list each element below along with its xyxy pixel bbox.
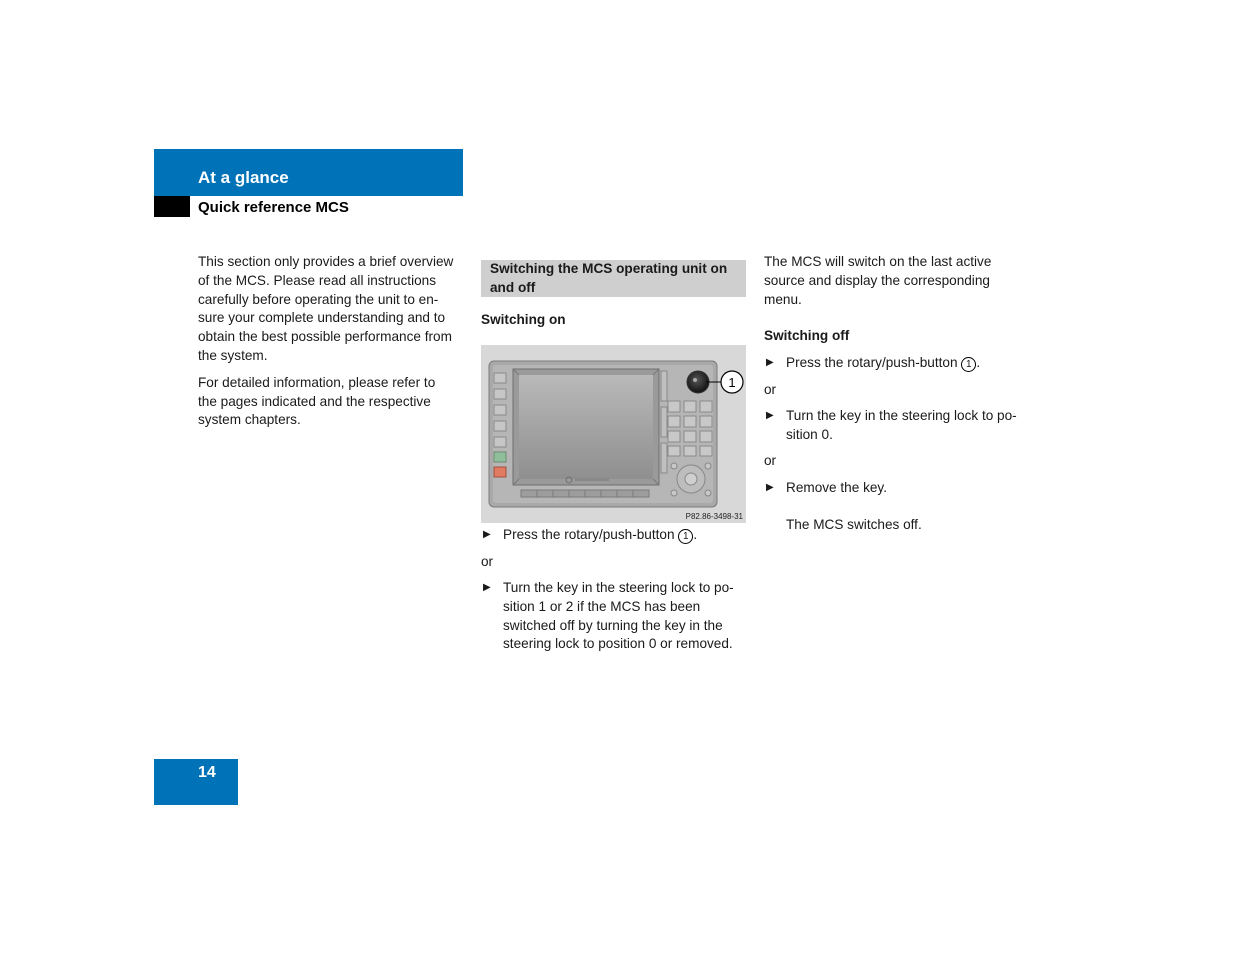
bullet-arrow-icon: ▶ xyxy=(766,357,774,368)
bullet-arrow-icon: ▶ xyxy=(766,482,774,493)
intro-paragraph-2 xyxy=(198,374,466,430)
callout-1-icon: 1 xyxy=(961,357,976,372)
or-separator: or xyxy=(764,382,777,397)
image-code: P82.86-3498-31 xyxy=(685,512,743,521)
text-line: menu. xyxy=(764,291,802,307)
page-subtitle: Quick reference MCS xyxy=(198,199,349,216)
text-line: system chapters. xyxy=(198,412,301,428)
text-line: sition 0. xyxy=(786,426,833,442)
text-line: steering lock to position 0 or removed. xyxy=(503,636,733,652)
text-line: obtain the best possible performance from xyxy=(198,329,452,345)
bullet-arrow-icon: ▶ xyxy=(483,529,491,540)
or-separator: or xyxy=(764,453,777,468)
text-line: carefully before operating the unit to en- xyxy=(198,291,439,307)
step-text: Remove the key. xyxy=(786,480,887,495)
bullet-arrow-icon: ▶ xyxy=(483,582,491,593)
mcs-unit-image xyxy=(481,345,746,523)
text-line: sure your complete understanding and to xyxy=(198,310,446,326)
step-text: Press the rotary/push-button xyxy=(503,527,675,542)
bullet-arrow-icon: ▶ xyxy=(766,410,774,421)
text-line: For detailed information, please refer to xyxy=(198,374,436,390)
text-line: switched off by turning the key in the xyxy=(503,617,723,633)
topic-heading xyxy=(481,260,746,297)
page-number: 14 xyxy=(198,764,216,781)
switch-off-step-1: ▶ Press the rotary/push-button 1 . xyxy=(764,354,1034,373)
switch-off-result: The MCS switches off. xyxy=(786,517,922,532)
switch-on-result xyxy=(764,253,1034,309)
switch-off-step-3 xyxy=(764,479,1034,498)
text-line: the system. xyxy=(198,347,268,363)
section-title: At a glance xyxy=(198,168,289,187)
switching-off-heading: Switching off xyxy=(764,328,850,343)
text-line: This section only provides a brief overview xyxy=(198,254,454,269)
text-line: Turn the key in the steering lock to po- xyxy=(503,580,734,595)
or-separator: or xyxy=(481,554,494,569)
text-line: source and display the corresponding xyxy=(764,272,990,288)
text-line: sition 1 or 2 if the MCS has been xyxy=(503,598,701,614)
switch-on-step-1: ▶ Press the rotary/push-button 1 . xyxy=(481,526,749,545)
callout-1-icon: 1 xyxy=(678,529,693,544)
step-text: Press the rotary/push-button xyxy=(786,355,958,370)
switching-on-heading: Switching on xyxy=(481,312,566,327)
callout-1-label: 1 xyxy=(728,375,736,390)
switch-off-step-2 xyxy=(764,407,1034,445)
section-marker xyxy=(154,196,190,217)
page-number-box xyxy=(154,759,238,805)
mcs-unit-illustration xyxy=(481,345,746,523)
text-line: the pages indicated and the respective xyxy=(198,393,431,409)
intro-column xyxy=(198,253,466,430)
text-line: of the MCS. Please read all instructions xyxy=(198,272,437,288)
heading-line: Switching the MCS operating unit on xyxy=(490,261,728,276)
text-line: Turn the key in the steering lock to po- xyxy=(786,408,1017,423)
switch-on-step-2 xyxy=(481,579,751,654)
heading-line: and off xyxy=(490,279,536,295)
intro-paragraph-1 xyxy=(198,253,466,366)
text-line: The MCS will switch on the last active xyxy=(764,254,992,269)
